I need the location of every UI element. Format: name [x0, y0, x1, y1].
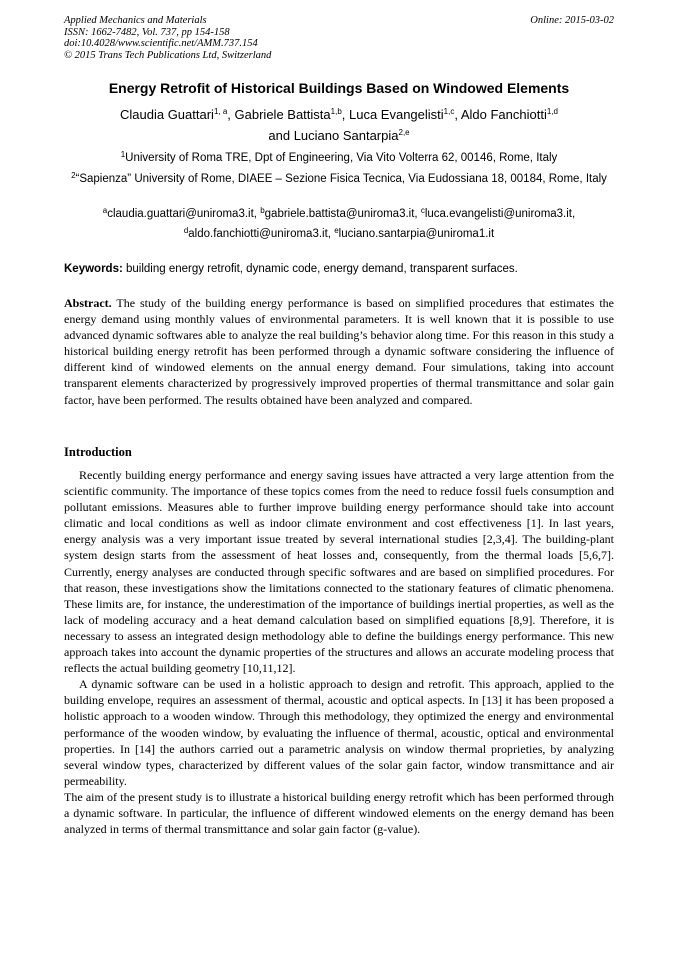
affiliation-sup: 2: [71, 171, 76, 180]
affiliation-2: [60, 171, 618, 187]
abstract-text: The study of the building energy performance is based on simplified procedures that estimates the energy demand using monthly values of environmental parameters. It is well known that it is possible to use advanced dynamic softwares able to analyze the real building’s behavior along time. For this reason in this study a historical building energy retrofit has been performed through a dynamic software considering the influence of different kind of windowed elements on the annual energy demand. Four simulations, taking into account transparent elements characterized by progressively improved properties of thermal transmittance and solar gain factor, have been performed. The results obtained have been analyzed and compared.: [64, 296, 614, 407]
email-link[interactable]: gabriele.battista@uniroma3.it,: [264, 208, 418, 220]
author: Aldo Fanchiotti: [460, 107, 547, 122]
author-sup: 1,c: [443, 107, 455, 116]
author: Claudia Guattari: [120, 107, 214, 122]
affiliation-text: “Sapienza” University of Rome, DIAEE – Sezione Fisica Tecnica, Via Eudossiana 18, 00184, Rome, Italy: [75, 173, 607, 185]
author: Luciano Santarpia: [293, 128, 399, 143]
author-sup: 2,e: [398, 128, 410, 137]
abstract: [64, 295, 614, 408]
paragraph: A dynamic software can be used in a holistic approach to design and retrofit. This approach, applied to the building envelope, requires an assessment of thermal, acoustic and optical aspects. In [13] it has been proposed a holistic approach to a wooden window. Through this methodology, they optimized the energy and environmental performance of the wooden window, by evaluating the influence of thermal, acoustic, optical and environmental properties. In [14] the authors carried out a parametric analysis on window thermal proprieties, by analyzing several window types, characterized by different values of the solar gain factor, window transmittance and air permeability.: [64, 677, 614, 788]
keywords-text: building energy retrofit, dynamic code, energy demand, transparent surfaces.: [126, 263, 518, 275]
journal-copyright: © 2015 Trans Tech Publications Ltd, Switzerland: [64, 49, 272, 61]
author-conjunction: and: [268, 128, 291, 143]
email-link[interactable]: luciano.santarpia@uniroma1.it: [338, 228, 495, 240]
affiliation-sup: 1: [120, 150, 126, 159]
journal-doi: doi:10.4028/www.scientific.net/AMM.737.154: [64, 38, 258, 49]
affiliation-1: [60, 150, 618, 166]
paragraph: Recently building energy performance and energy saving issues have attracted a very large attention from the scientific community. The importance of these topics comes from the need to reduce fossil fuels consumption and pollutant emissions. Measures able to further improve building energy performance should take into account climatic and local conditions as well as indoor climate environment and cost effectiveness [1]. In last years, energy analysis was a very important issue treated by several international studies [2,3,4]. The building-plant system design starts from the assessment of heat losses and, consequently, from the thermal loads [5,6,7]. Currently, energy analyses are conducted through specific softwares and are based on simplified procedures. For that reason, these investigations show the limitations connected to the stationary features of climatic phenomena. These limits are, for instance, the underestimation of the importance of buildings inertial properties, as well as the lack of modeling accuracy and a heat demand calculation based on simplified equations [8,9]. Therefore, it is necessary to assess an integrated design methodology able to define the buildings energy performance. This new approach takes into account the dynamic properties of the structures and allows an accurate modeling process that reflects the actual building geometry [10,11,12].: [64, 468, 614, 676]
journal-header: [64, 15, 271, 61]
journal-name: Applied Mechanics and Materials: [64, 15, 207, 26]
author: Luca Evangelisti: [349, 107, 444, 122]
author: Gabriele Battista: [234, 107, 331, 122]
email-link[interactable]: aldo.fanchiotti@uniroma3.it,: [188, 228, 331, 240]
journal-issn: ISSN: 1662-7482, Vol. 737, pp 154-158: [64, 26, 230, 38]
email-link[interactable]: claudia.guattari@uniroma3.it,: [107, 208, 257, 220]
email-sup: c: [420, 206, 425, 215]
email-sup: d: [183, 226, 189, 235]
email-sup: e: [334, 226, 339, 235]
keywords: [64, 263, 624, 275]
email-link[interactable]: luca.evangelisti@uniroma3.it,: [424, 208, 576, 220]
author-list: Claudia Guattari$^{1, a}$, Gabriele Battista$^{1,b}$, Luca Evangelisti$^{1,c}$, Aldo Fanchiotti$^{1,d}$ and Luciano Santarpia$^{2,e}$: [120, 107, 558, 143]
introduction-body: [64, 467, 614, 837]
author-sup: 1,b: [330, 107, 342, 116]
abstract-label: Abstract.: [64, 296, 112, 310]
email-sup: b: [260, 206, 265, 215]
section-heading: Introduction: [64, 445, 132, 459]
author-sup: 1,d: [546, 107, 558, 116]
paper-title: Energy Retrofit of Historical Buildings Based on Windowed Elements: [108, 80, 570, 96]
paragraph: The aim of the present study is to illustrate a historical building energy retrofit which has been performed through a dynamic software. In particular, the influence of different windowed elements on the energy demand has been analyzed in terms of thermal transmittance and solar gain factor (g-value).: [64, 789, 614, 837]
email-sup: a: [102, 206, 108, 215]
online-date: Online: 2015-03-02: [530, 15, 614, 26]
author-sup: 1, a: [213, 107, 228, 116]
keywords-label: Keywords:: [64, 263, 123, 275]
affiliation-text: University of Roma TRE, Dpt of Engineering, Via Vito Volterra 62, 00146, Rome, Italy: [125, 152, 558, 164]
email-list: [50, 206, 628, 242]
